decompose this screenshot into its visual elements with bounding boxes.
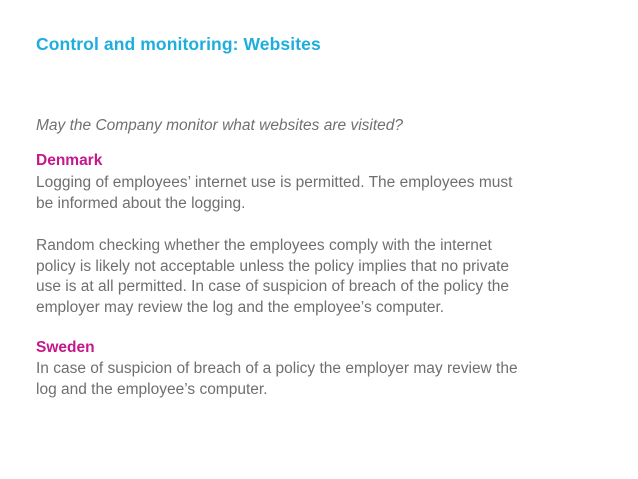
sweden-paragraph-1 (36, 359, 596, 400)
paragraph-line: Random checking whether the employees comply with the internet (36, 237, 492, 254)
question-text: May the Company monitor what websites are visited? (36, 117, 403, 134)
slide-title: Control and monitoring: Websites (36, 34, 321, 54)
paragraph-line: use is at all permitted. In case of suspicion of breach of the policy the (36, 278, 510, 295)
denmark-heading: Denmark (36, 152, 103, 169)
paragraph-line: employer may review the log and the employee’s computer. (36, 298, 445, 316)
paragraph-line: log and the employee’s computer. (36, 380, 268, 398)
paragraph-line: In case of suspicion of breach of a policy the employer may review the (36, 360, 518, 377)
paragraph-line: policy is likely not acceptable unless the policy implies that no private (36, 257, 509, 275)
denmark-paragraph-1 (36, 173, 596, 214)
paragraph-line: be informed about the logging. (36, 194, 246, 212)
denmark-paragraph-2 (36, 236, 596, 318)
paragraph-line: Logging of employees’ internet use is permitted. The employees must (36, 174, 513, 191)
sweden-heading: Sweden (36, 339, 95, 356)
